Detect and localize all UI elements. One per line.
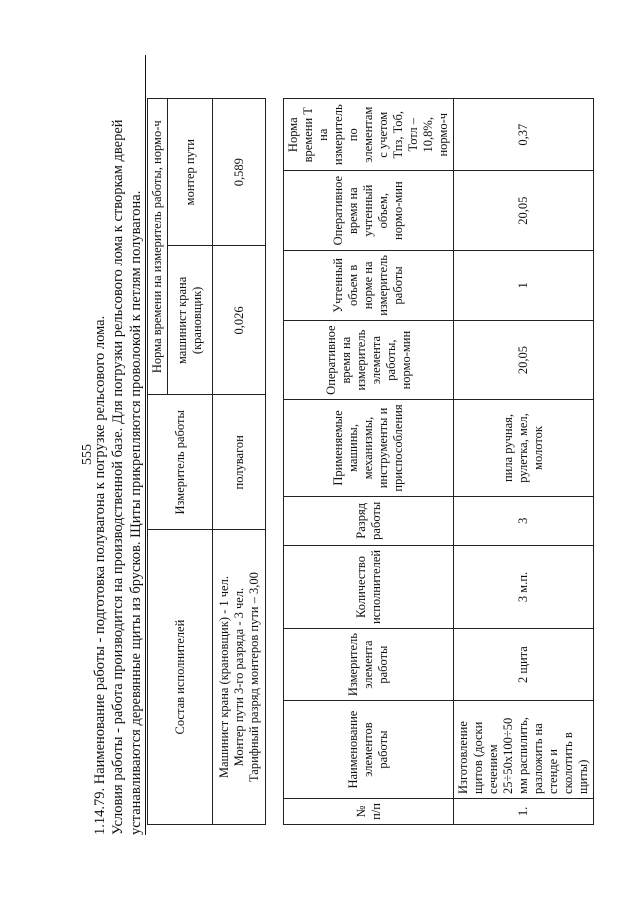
th-count: Количество исполнителей (284, 545, 454, 628)
cell-op-volume: 20,05 (454, 171, 594, 250)
cell-norm-time: 0,37 (454, 99, 594, 171)
staff-line-3: Тарифный разряд монтеров пути – 3,00 (246, 572, 261, 783)
cell-grade: 3 (454, 496, 594, 545)
th-grade: Разряд работы (284, 496, 454, 545)
page-number: 555 (80, 444, 95, 465)
th-tools: Применяемые машины, механизмы, инструменты и приспособления (284, 400, 454, 496)
cell-num: 1. (454, 798, 594, 824)
cell-per-meter: 1 (454, 250, 594, 320)
col-staff-header: Состав исполнителей (148, 530, 213, 825)
th-op-time: Оперативное время на измеритель элемента работы, нормо-мин (284, 320, 454, 399)
staff-line-1: Машинист крана (крановщик) - 1 чел. (216, 576, 231, 779)
heading-line-3: устанавливаются деревянные щиты из брусков. Щиты прикрепляются проволокой к петлям полувагона. (127, 55, 146, 835)
th-per-meter: Учтенный объем в норме на измеритель работы (284, 250, 454, 320)
heading-line-2: Условия работы - работа производится на производственной базе. Для погрузки рельсового лома к створкам дверей (110, 119, 126, 835)
cell-tools: пила ручная, рулетка, мел, молоток (454, 400, 594, 496)
header-table (147, 98, 266, 825)
cell-count: 3 м.п. (454, 545, 594, 628)
meter-value: полувагон (213, 395, 266, 530)
col-norm-header: Норма времени на измеритель работы, нормо-ч (148, 99, 168, 395)
th-norm-time: Норма времени Т на измеритель по элементам с учетом Тпз, Тоб, Тотл – 10,8%, нормо-ч (284, 99, 454, 171)
elements-table (283, 98, 594, 825)
cell-op-time: 20,05 (454, 320, 594, 399)
heading-line-1: 1.14.79. Наименование работы - подготовка полувагона к погрузке рельсового лома. (92, 315, 108, 835)
staff-line-2: Монтер пути 3-го разряда - 3 чел. (231, 587, 246, 767)
cell-unit: 2 щита (454, 629, 594, 701)
staff-cell (213, 530, 266, 825)
cell-name: Изготовление щитов (доски сечением 25÷50х100÷50 мм распилить, разложить на стенде и сколотить в щиты) (454, 701, 594, 799)
norm-fitter-value: 0,589 (213, 99, 266, 246)
table-row (454, 99, 594, 825)
th-num: № п/п (284, 798, 454, 824)
th-op-volume: Оперативное время на учтенный объем, нормо-мин (284, 171, 454, 250)
sub-crane-header: машинист крана (крановщик) (168, 246, 213, 395)
sub-fitter-header: монтер пути (168, 99, 213, 246)
col-meter-header: Измеритель работы (148, 395, 213, 530)
th-name: Наименование элементов работы (284, 701, 454, 799)
norm-crane-value: 0,026 (213, 246, 266, 395)
th-unit: Измеритель элемента работы (284, 629, 454, 701)
